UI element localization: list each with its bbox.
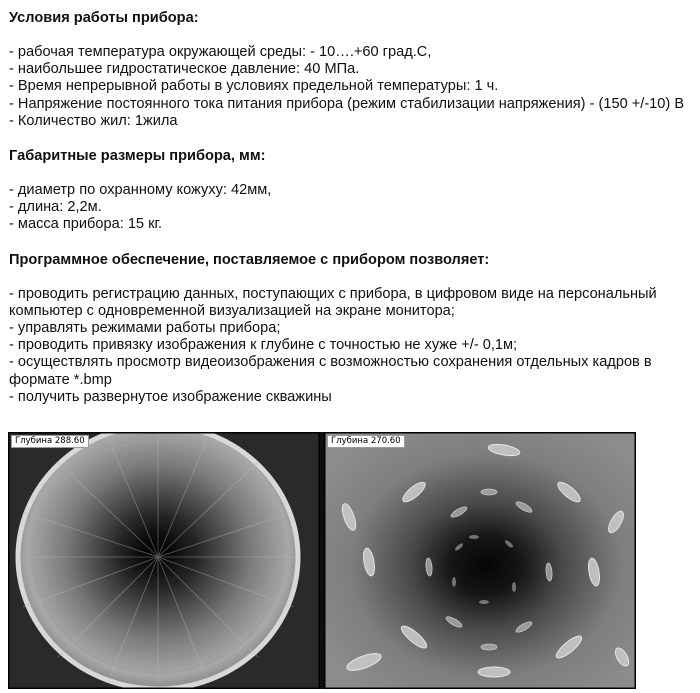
dimensions-list <box>9 182 693 234</box>
list-item: - масса прибора: 15 кг. <box>9 216 163 233</box>
operating-conditions-list <box>9 44 693 130</box>
section-heading-dimensions: Габаритные размеры прибора, мм: <box>9 148 266 165</box>
list-item: - проводить регистрацию данных, поступающих с прибора, в цифровом виде на персональный компьютер с одновременной визуализацией на экране монитора; <box>9 285 657 319</box>
list-item: - проводить привязку изображения к глубине с точностью не хуже +/- 0,1м; <box>9 337 518 354</box>
document-body <box>9 9 693 406</box>
list-item: - управлять режимами работы прибора; <box>9 320 281 337</box>
list-item: - наибольшее гидростатическое давление: 40 МПа. <box>9 61 360 78</box>
section-heading-operating-conditions: Условия работы прибора: <box>9 10 199 26</box>
software-features-list <box>9 286 693 406</box>
list-item: - осуществлять просмотр видеоизображения с возможностью сохранения отдельных кадров в формате *.bmp <box>9 354 652 388</box>
depth-readout: Глубина 288.60 <box>11 435 89 448</box>
list-item: - Количество жил: 1жила <box>9 112 178 129</box>
list-item: - Время непрерывной работы в условиях предельной температуры: 1 ч. <box>9 78 499 95</box>
list-item: - рабочая температура окружающей среды: - 10….+60 град.С, <box>9 44 432 60</box>
list-item: - Напряжение постоянного тока питания прибора (режим стабилизации напряжения) - (150 +/-10) В <box>9 95 685 112</box>
borehole-video-frames <box>8 432 636 689</box>
borehole-frame-casing <box>8 432 320 689</box>
list-item: - диаметр по охранному кожуху: 42мм, <box>9 182 272 199</box>
list-item: - длина: 2,2м. <box>9 199 102 216</box>
borehole-frame-perforation <box>324 432 636 689</box>
casing-view-image <box>8 432 320 689</box>
depth-readout: Глубина 270.60 <box>327 435 405 448</box>
perforation-view-image <box>324 432 636 689</box>
section-heading-software: Программное обеспечение, поставляемое с прибором позволяет: <box>9 251 490 268</box>
list-item: - получить развернутое изображение скважины <box>9 388 332 405</box>
